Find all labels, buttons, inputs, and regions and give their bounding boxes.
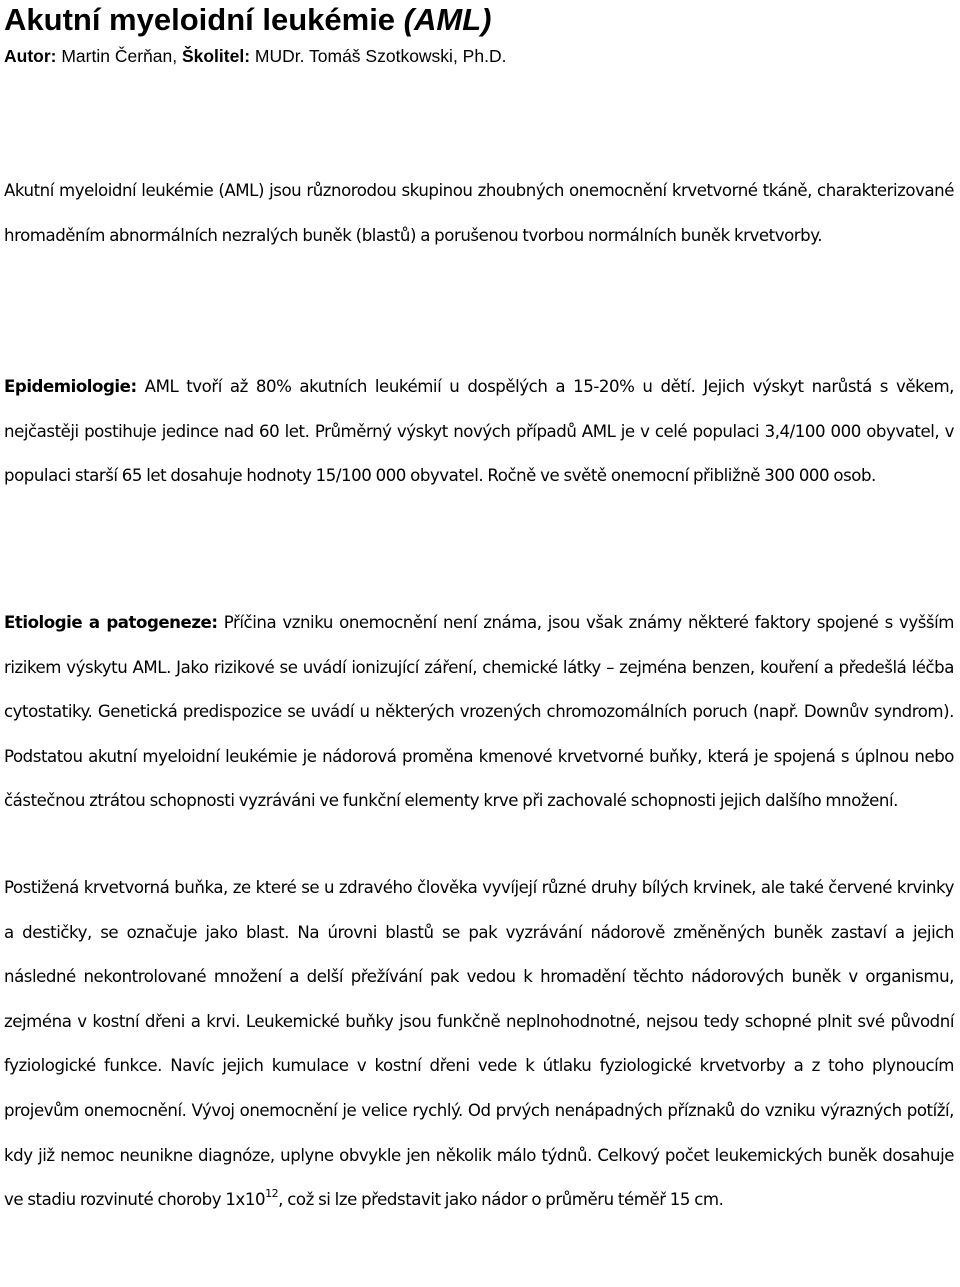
authors-line — [4, 44, 506, 68]
intro-paragraph: Akutní myeloidní leukémie (AML) jsou různorodou skupinou zhoubných onemocnění krvetvorné tkáně, charakterizované hromaděním abnormálních nezralých buněk (blastů) a porušenou tvorbou normálních buněk krvetvorby. — [4, 181, 954, 245]
exponent: 12 — [265, 1186, 279, 1200]
title-main: Akutní myeloidní leukémie — [4, 2, 404, 37]
affected-cell-text: Postižená krvetvorná buňka, ze které se u zdravého člověka vyvíjejí různé druhy bílých krvinek, ale také červené krvinky a destičky, se označuje jako blast. Na úrovni blastů se pak vyzrávání nádorově změněných buněk zastaví a jejich následné nekontrolované množení a delší přežívání pak vedou k hromadění těchto nádorových buněk v organismu, zejména v kostní dřeni a krvi. Leukemické buňky jsou funkčně neplnohodnotné, nejsou tedy schopné plnit své původní fyziologické funkce. Navíc jejich kumulace v kostní dřeni vede k útlaku fyziologické krvetvorby a z toho plynoucím projevům onemocnění. Vývoj onemocnění je velice rychlý. Od prvých nenápadných příznaků do vzniku výrazných potíží, kdy již nemoc neunikne diagnóze, uplyne obvykle jen několik málo týdnů. Celkový počet leukemických buněk dosahuje ve stadiu rozvinuté choroby 1x10 — [4, 878, 954, 1210]
affected-cell-text-end: , což si lze představit jako nádor o průměru téměř 15 cm. — [278, 1190, 724, 1210]
etiology-heading: Etiologie a patogeneze: — [4, 613, 218, 632]
epidemiology-text: AML tvoří až 80% akutních leukémií u dospělých a 15-20% u dětí. Jejich výskyt narůstá s věkem, nejčastěji postihuje jedince nad 60 let. Průměrný výskyt nových případů AML je v celé populaci 3,4/100 000 obyvatel, v populaci starší 65 let dosahuje hodnoty 15/100 000 obyvatel. Ročně ve světě onemocní přibližně 300 000 osob. — [4, 377, 954, 486]
page-title — [4, 1, 491, 39]
epidemiology-paragraph — [4, 365, 954, 499]
etiology-paragraph — [4, 601, 954, 824]
epidemiology-heading: Epidemiologie: — [4, 377, 137, 396]
title-abbreviation: (AML) — [403, 2, 492, 37]
supervisor-name: MUDr. Tomáš Szotkowski, Ph.D. — [250, 46, 507, 66]
affected-cell-paragraph — [4, 866, 954, 1223]
author-name: Martin Čerňan, — [56, 46, 182, 66]
etiology-text: Příčina vzniku onemocnění není známa, jsou však známy některé faktory spojené s vyšším rizikem výskytu AML. Jako rizikové se uvádí ionizující záření, chemické látky – zejména benzen, kouření a předešlá léčba cytostatiky. Genetická predispozice se uvádí u některých vrozených chromozomálních poruch (např. Downův syndrom). Podstatou akutní myeloidní leukémie je nádorová proměna kmenové krvetvorné buňky, která je spojená s úplnou nebo částečnou ztrátou schopnosti vyzráváni ve funkční elementy krve při zachovalé schopnosti jejich dalšího množení. — [4, 613, 955, 811]
author-label: Autor: — [4, 46, 57, 66]
supervisor-label: Školitel: — [181, 46, 251, 66]
